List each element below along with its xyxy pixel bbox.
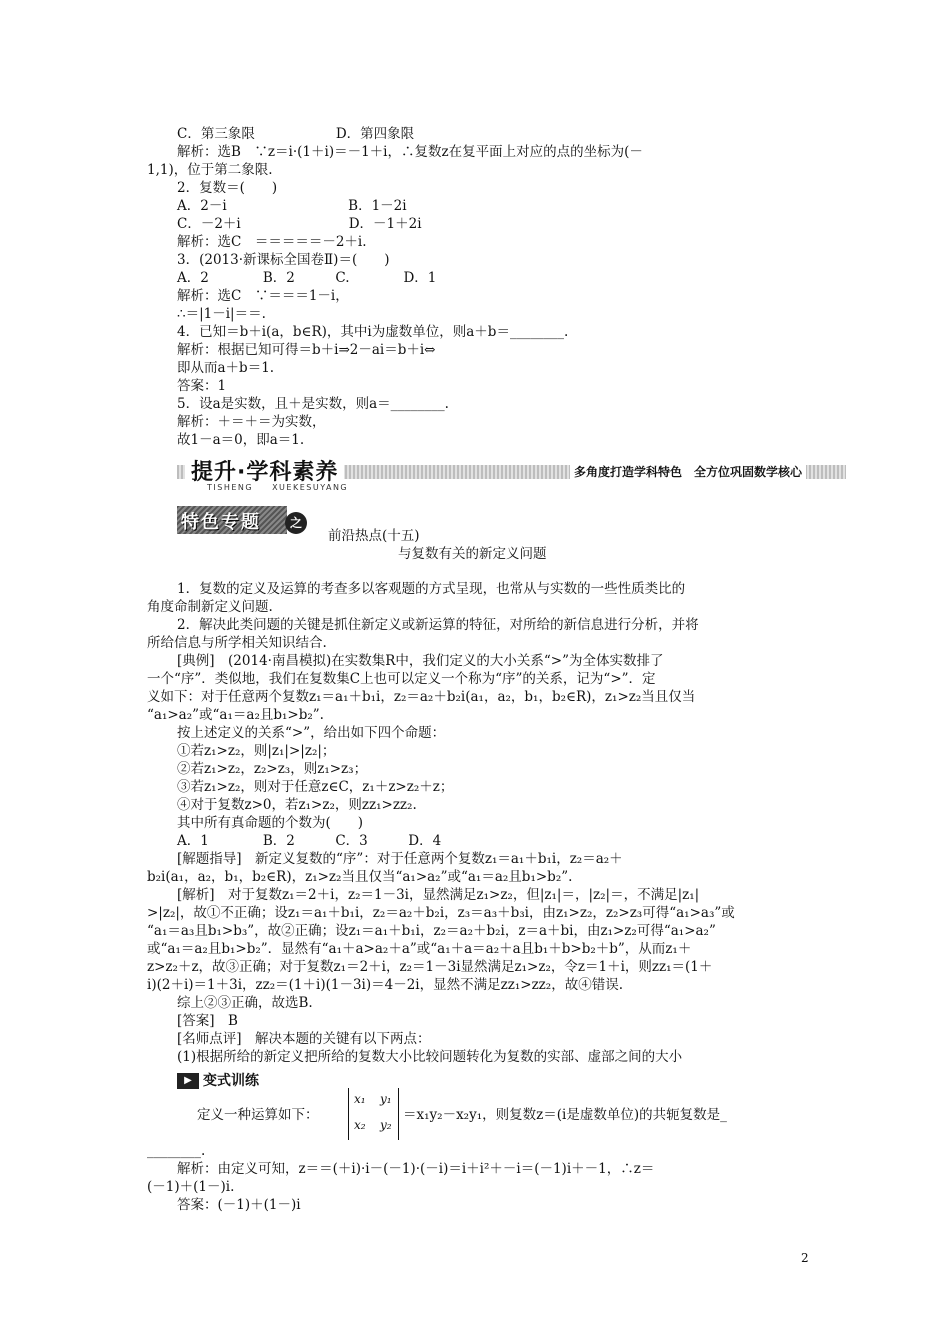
body-line: ②若z₁>z₂，z₂>z₃，则z₁>z₃； <box>177 761 368 777</box>
exercise-blank: ________. <box>147 1143 206 1159</box>
body-line: 义如下：对于任意两个复数z₁＝a₁＋b₁i，z₂＝a₂＋b₂i(a₁，a₂，b₁，b₂∈R)，z₁>z₂当且仅当 <box>147 689 696 705</box>
body-line: A．1 B．2 C．3 D．4 <box>177 833 442 849</box>
body-line: 其中所有真命题的个数为( ) <box>177 815 364 831</box>
text-line: 1,1)，位于第二象限. <box>147 162 273 178</box>
body-line: “a₁＝a₃且b₁>b₃”，故②正确；设z₁＝a₁＋b₁i，z₂＝a₂＋b₂i，z＝a＋bi，由z₁>z₂可得“a₁>a₂” <box>147 923 716 939</box>
text-line: 2．复数＝( ) <box>177 180 278 196</box>
body-line: [答案] B <box>177 1013 238 1029</box>
text-line: C．－2＋i D．－1＋2i <box>177 216 422 232</box>
determinant-matrix <box>348 1088 400 1140</box>
text-line: 答案：1 <box>177 378 227 394</box>
body-line: 2．解决此类问题的关键是抓住新定义或新运算的特征，对所给的新信息进行分析，并将 <box>177 617 699 633</box>
matrix-cell-d: y₂ <box>380 1118 392 1132</box>
text-line: ∴＝|1－i|＝＝. <box>177 306 266 322</box>
badge-circle: 之 <box>285 512 307 534</box>
text-line: A．2 B．2 C. D．1 <box>177 270 437 286</box>
text-line: 解析：＋＝＋＝为实数， <box>177 414 326 430</box>
exercise-answer: 答案：(－1)＋(1－)i <box>177 1197 301 1213</box>
matrix-cell-a: x₁ <box>354 1092 366 1106</box>
page-number: 2 <box>801 1251 809 1265</box>
badge-text: 特色专题 <box>181 512 261 533</box>
exercise-solution-1: 解析：由定义可知，z＝＝(＋i)·i－(－1)·(－i)＝i＋i²＋－i＝(－1)i＋－1，∴z＝ <box>177 1161 655 1177</box>
body-line: “a₁>a₂”或“a₁＝a₂且b₁>b₂”. <box>147 707 324 723</box>
text-line: A．2－i B．1－2i <box>177 198 407 214</box>
text-line: 解析：选C ∵＝＝＝1－i， <box>177 288 349 304</box>
body-line: >|z₂|，故①不正确；设z₁＝a₁＋b₁i，z₂＝a₂＋b₂i，z₃＝a₃＋b₃i，由z₁>z₂，z₂>z₃可得“a₁>a₃”或 <box>147 905 735 921</box>
exercise-prefix: 定义一种运算如下： <box>197 1107 319 1123</box>
play-icon: ▶ <box>177 1073 199 1089</box>
text-line: 5．设a是实数，且＋是实数，则a＝________. <box>177 396 449 412</box>
body-line: 1．复数的定义及运算的考查多以客观题的方式呈现，也常从与实数的一些性质类比的 <box>177 581 686 597</box>
banner-pinyin: TISHENG XUEKESUYANG <box>207 483 349 492</box>
body-line: [名师点评] 解决本题的关键有以下两点： <box>177 1031 431 1047</box>
exercise-solution-2: (－1)＋(1－)i. <box>147 1179 235 1195</box>
body-line: 所给信息与所学相关知识结合. <box>147 635 327 651</box>
body-line: 一个“序”．类似地，我们在复数集C上也可以定义一个称为“序”的关系，记为“>”．定 <box>147 671 656 687</box>
section-banner <box>177 455 846 493</box>
matrix-bar-right <box>398 1088 399 1140</box>
body-line: (1)根据所给的新定义把所给的复数大小比较问题转化为复数的实部、虚部之间的大小 <box>177 1049 683 1065</box>
matrix-cell-c: x₂ <box>354 1118 366 1132</box>
body-line: b₂i(a₁，a₂，b₁，b₂∈R)，z₁>z₂当且仅当“a₁>a₂”或“a₁＝a₂且b₁>b₂”. <box>147 869 573 885</box>
text-line: 3．(2013·新课标全国卷Ⅱ)＝( ) <box>177 252 390 268</box>
body-line: [解析] 对于复数z₁＝2＋i，z₂＝1－3i，显然满足z₁>z₂，但|z₁|＝，|z₂|＝，不满足|z₁| <box>177 887 700 903</box>
text-line: 故1－a＝0，即a＝1. <box>177 432 305 448</box>
body-line: ④对于复数z>0，若z₁>z₂，则zz₁>zz₂. <box>177 797 417 813</box>
variant-header <box>177 1070 259 1088</box>
body-line: 按上述定义的关系“>”，给出如下四个命题： <box>177 725 446 741</box>
variant-label: 变式训练 <box>203 1073 259 1089</box>
body-line: i)(2＋i)＝1＋3i，zz₂＝(1＋i)(1－3i)＝4－2i，显然不满足zz₁>zz₂，故④错误. <box>147 977 623 993</box>
section-title-2: 与复数有关的新定义问题 <box>398 546 547 562</box>
section-title-1: 前沿热点(十五) <box>328 528 420 544</box>
body-line: z>z₂＋z，故③正确；对于复数z₁＝2＋i，z₂＝1－3i显然满足z₁>z₂，令z＝1＋i，则zz₁＝(1＋ <box>147 959 713 975</box>
body-line: 或“a₁＝a₂且b₁>b₂”．显然有“a₁＋a>a₂＋a”或“a₁＋a＝a₂＋a且b₁＋b>b₂＋b”，从而z₁＋ <box>147 941 692 957</box>
body-line: [解题指导] 新定义复数的“序”：对于任意两个复数z₁＝a₁＋b₁i，z₂＝a₂＋ <box>177 851 623 867</box>
body-line: ③若z₁>z₂，则对于任意z∈C，z₁＋z>z₂＋z； <box>177 779 454 795</box>
text-line: C．第三象限 D．第四象限 <box>177 126 415 142</box>
topic-badge <box>177 506 312 536</box>
body-line: [典例] (2014·南昌模拟)在实数集R中，我们定义的大小关系“>”为全体实数排了 <box>177 653 664 669</box>
body-line: ①若z₁>z₂，则|z₁|>|z₂|； <box>177 743 336 759</box>
text-line: 解析：选C ＝＝＝＝＝－2＋i. <box>177 234 367 250</box>
text-line: 4．已知＝b＋i(a，b∈R)，其中i为虚数单位，则a＋b＝________. <box>177 324 569 340</box>
matrix-cell-b: y₁ <box>380 1092 392 1106</box>
text-line: 解析：根据已知可得＝b＋i⇒2－ai＝b＋i⇔ <box>177 342 436 358</box>
text-line: 即从而a＋b＝1. <box>177 360 275 376</box>
exercise-suffix: ＝x₁y₂－x₂y₁，则复数z＝(i是虚数单位)的共轭复数是_ <box>403 1107 727 1123</box>
body-line: 综上②③正确，故选B. <box>177 995 313 1011</box>
matrix-bar-left <box>348 1088 349 1140</box>
banner-slogan: 多角度打造学科特色 全方位巩固数学核心 <box>570 463 806 480</box>
body-line: 角度命制新定义问题. <box>147 599 273 615</box>
text-line: 解析：选B ∵z＝i·(1＋i)＝－1＋i，∴复数z在复平面上对应的点的坐标为(－ <box>177 144 643 160</box>
banner-title: 提升·学科素养 <box>185 455 344 486</box>
